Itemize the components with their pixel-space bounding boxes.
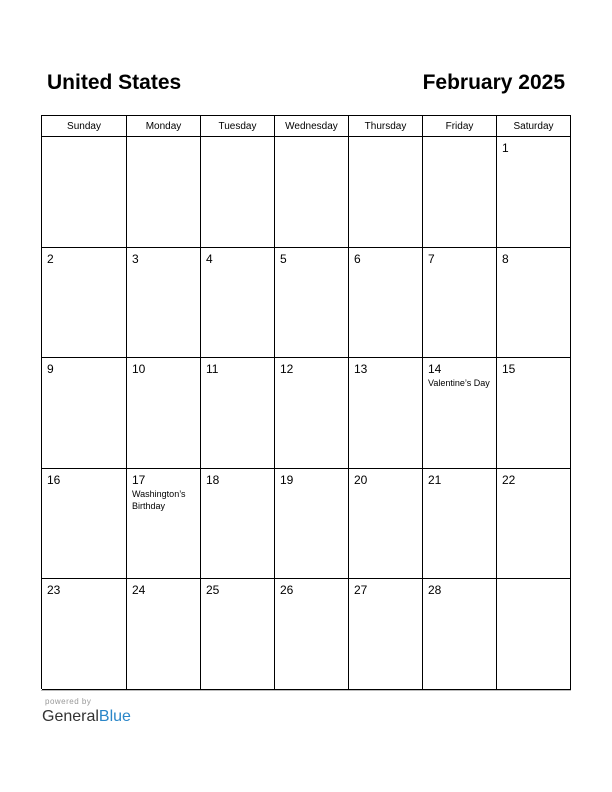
day-cell bbox=[201, 248, 275, 359]
day-number: 6 bbox=[354, 251, 361, 266]
day-cell bbox=[42, 358, 127, 469]
day-cell bbox=[275, 579, 349, 690]
day-number: 3 bbox=[132, 251, 139, 266]
day-number: 14 bbox=[428, 362, 442, 377]
empty-day-cell bbox=[275, 137, 349, 248]
day-cell bbox=[201, 469, 275, 580]
day-cell bbox=[127, 248, 201, 359]
week-row bbox=[42, 469, 571, 580]
day-cell bbox=[349, 358, 423, 469]
country-title: United States bbox=[47, 71, 182, 94]
day-cell bbox=[127, 469, 201, 580]
footer-divider bbox=[41, 690, 571, 691]
day-number: 1 bbox=[502, 141, 509, 155]
day-number: 7 bbox=[428, 251, 435, 266]
day-cell bbox=[423, 248, 497, 359]
day-cell bbox=[497, 358, 571, 469]
weekday-header-friday: Friday bbox=[423, 116, 497, 137]
day-cell bbox=[201, 579, 275, 690]
day-number: 5 bbox=[280, 251, 287, 266]
day-cell bbox=[423, 358, 497, 469]
calendar-grid bbox=[41, 115, 571, 689]
day-number: 15 bbox=[502, 362, 516, 377]
week-row bbox=[42, 358, 571, 469]
week-row bbox=[42, 579, 571, 690]
holiday-label: Washington’s Birthday bbox=[132, 488, 186, 511]
day-cell bbox=[349, 579, 423, 690]
weeks-container bbox=[42, 137, 571, 690]
day-cell bbox=[127, 358, 201, 469]
day-cell bbox=[127, 579, 201, 690]
empty-day-cell bbox=[423, 137, 497, 248]
day-number: 13 bbox=[354, 362, 368, 377]
weekday-header-monday: Monday bbox=[127, 116, 201, 137]
day-number: 19 bbox=[280, 472, 294, 487]
day-cell bbox=[497, 137, 571, 248]
day-number: 25 bbox=[206, 583, 220, 598]
month-year-title: February 2025 bbox=[422, 71, 565, 94]
day-cell bbox=[423, 469, 497, 580]
weekday-header-saturday: Saturday bbox=[497, 116, 571, 137]
empty-day-cell bbox=[497, 579, 571, 690]
day-number: 23 bbox=[47, 583, 61, 598]
weekday-header-sunday: Sunday bbox=[42, 116, 127, 137]
day-number: 17 bbox=[132, 472, 146, 487]
empty-day-cell bbox=[127, 137, 201, 248]
day-cell bbox=[275, 469, 349, 580]
empty-day-cell bbox=[201, 137, 275, 248]
day-number: 28 bbox=[428, 583, 442, 598]
weekday-header-wednesday: Wednesday bbox=[275, 116, 349, 137]
day-number: 4 bbox=[206, 251, 213, 266]
day-number: 21 bbox=[428, 472, 442, 487]
weekday-header-row bbox=[42, 116, 571, 137]
weekday-header-tuesday: Tuesday bbox=[201, 116, 275, 137]
empty-day-cell bbox=[42, 137, 127, 248]
day-cell bbox=[423, 579, 497, 690]
day-cell bbox=[497, 469, 571, 580]
day-cell bbox=[42, 579, 127, 690]
day-number: 27 bbox=[354, 583, 368, 598]
day-number: 22 bbox=[502, 472, 516, 487]
day-number: 20 bbox=[354, 472, 368, 487]
logo-text-blue: Blue bbox=[98, 708, 131, 725]
day-number: 12 bbox=[280, 362, 294, 377]
day-cell bbox=[275, 358, 349, 469]
day-cell bbox=[42, 469, 127, 580]
day-number: 8 bbox=[502, 251, 509, 266]
day-number: 2 bbox=[47, 251, 54, 266]
day-cell bbox=[275, 248, 349, 359]
day-cell bbox=[349, 469, 423, 580]
day-cell bbox=[349, 248, 423, 359]
day-number: 10 bbox=[132, 362, 146, 377]
generalblue-logo bbox=[42, 708, 131, 726]
day-cell bbox=[42, 248, 127, 359]
week-row bbox=[42, 137, 571, 248]
day-cell bbox=[497, 248, 571, 359]
day-number: 26 bbox=[280, 583, 294, 598]
day-cell bbox=[201, 358, 275, 469]
weekday-header-thursday: Thursday bbox=[349, 116, 423, 137]
logo-text-general: General bbox=[42, 708, 99, 725]
holiday-label: Valentine’s Day bbox=[428, 378, 490, 389]
powered-by-text: powered by bbox=[45, 697, 92, 706]
week-row bbox=[42, 248, 571, 359]
empty-day-cell bbox=[349, 137, 423, 248]
day-number: 9 bbox=[47, 362, 54, 377]
day-number: 18 bbox=[206, 472, 220, 487]
day-number: 16 bbox=[47, 472, 61, 487]
day-number: 24 bbox=[132, 583, 146, 598]
day-number: 11 bbox=[206, 362, 219, 377]
